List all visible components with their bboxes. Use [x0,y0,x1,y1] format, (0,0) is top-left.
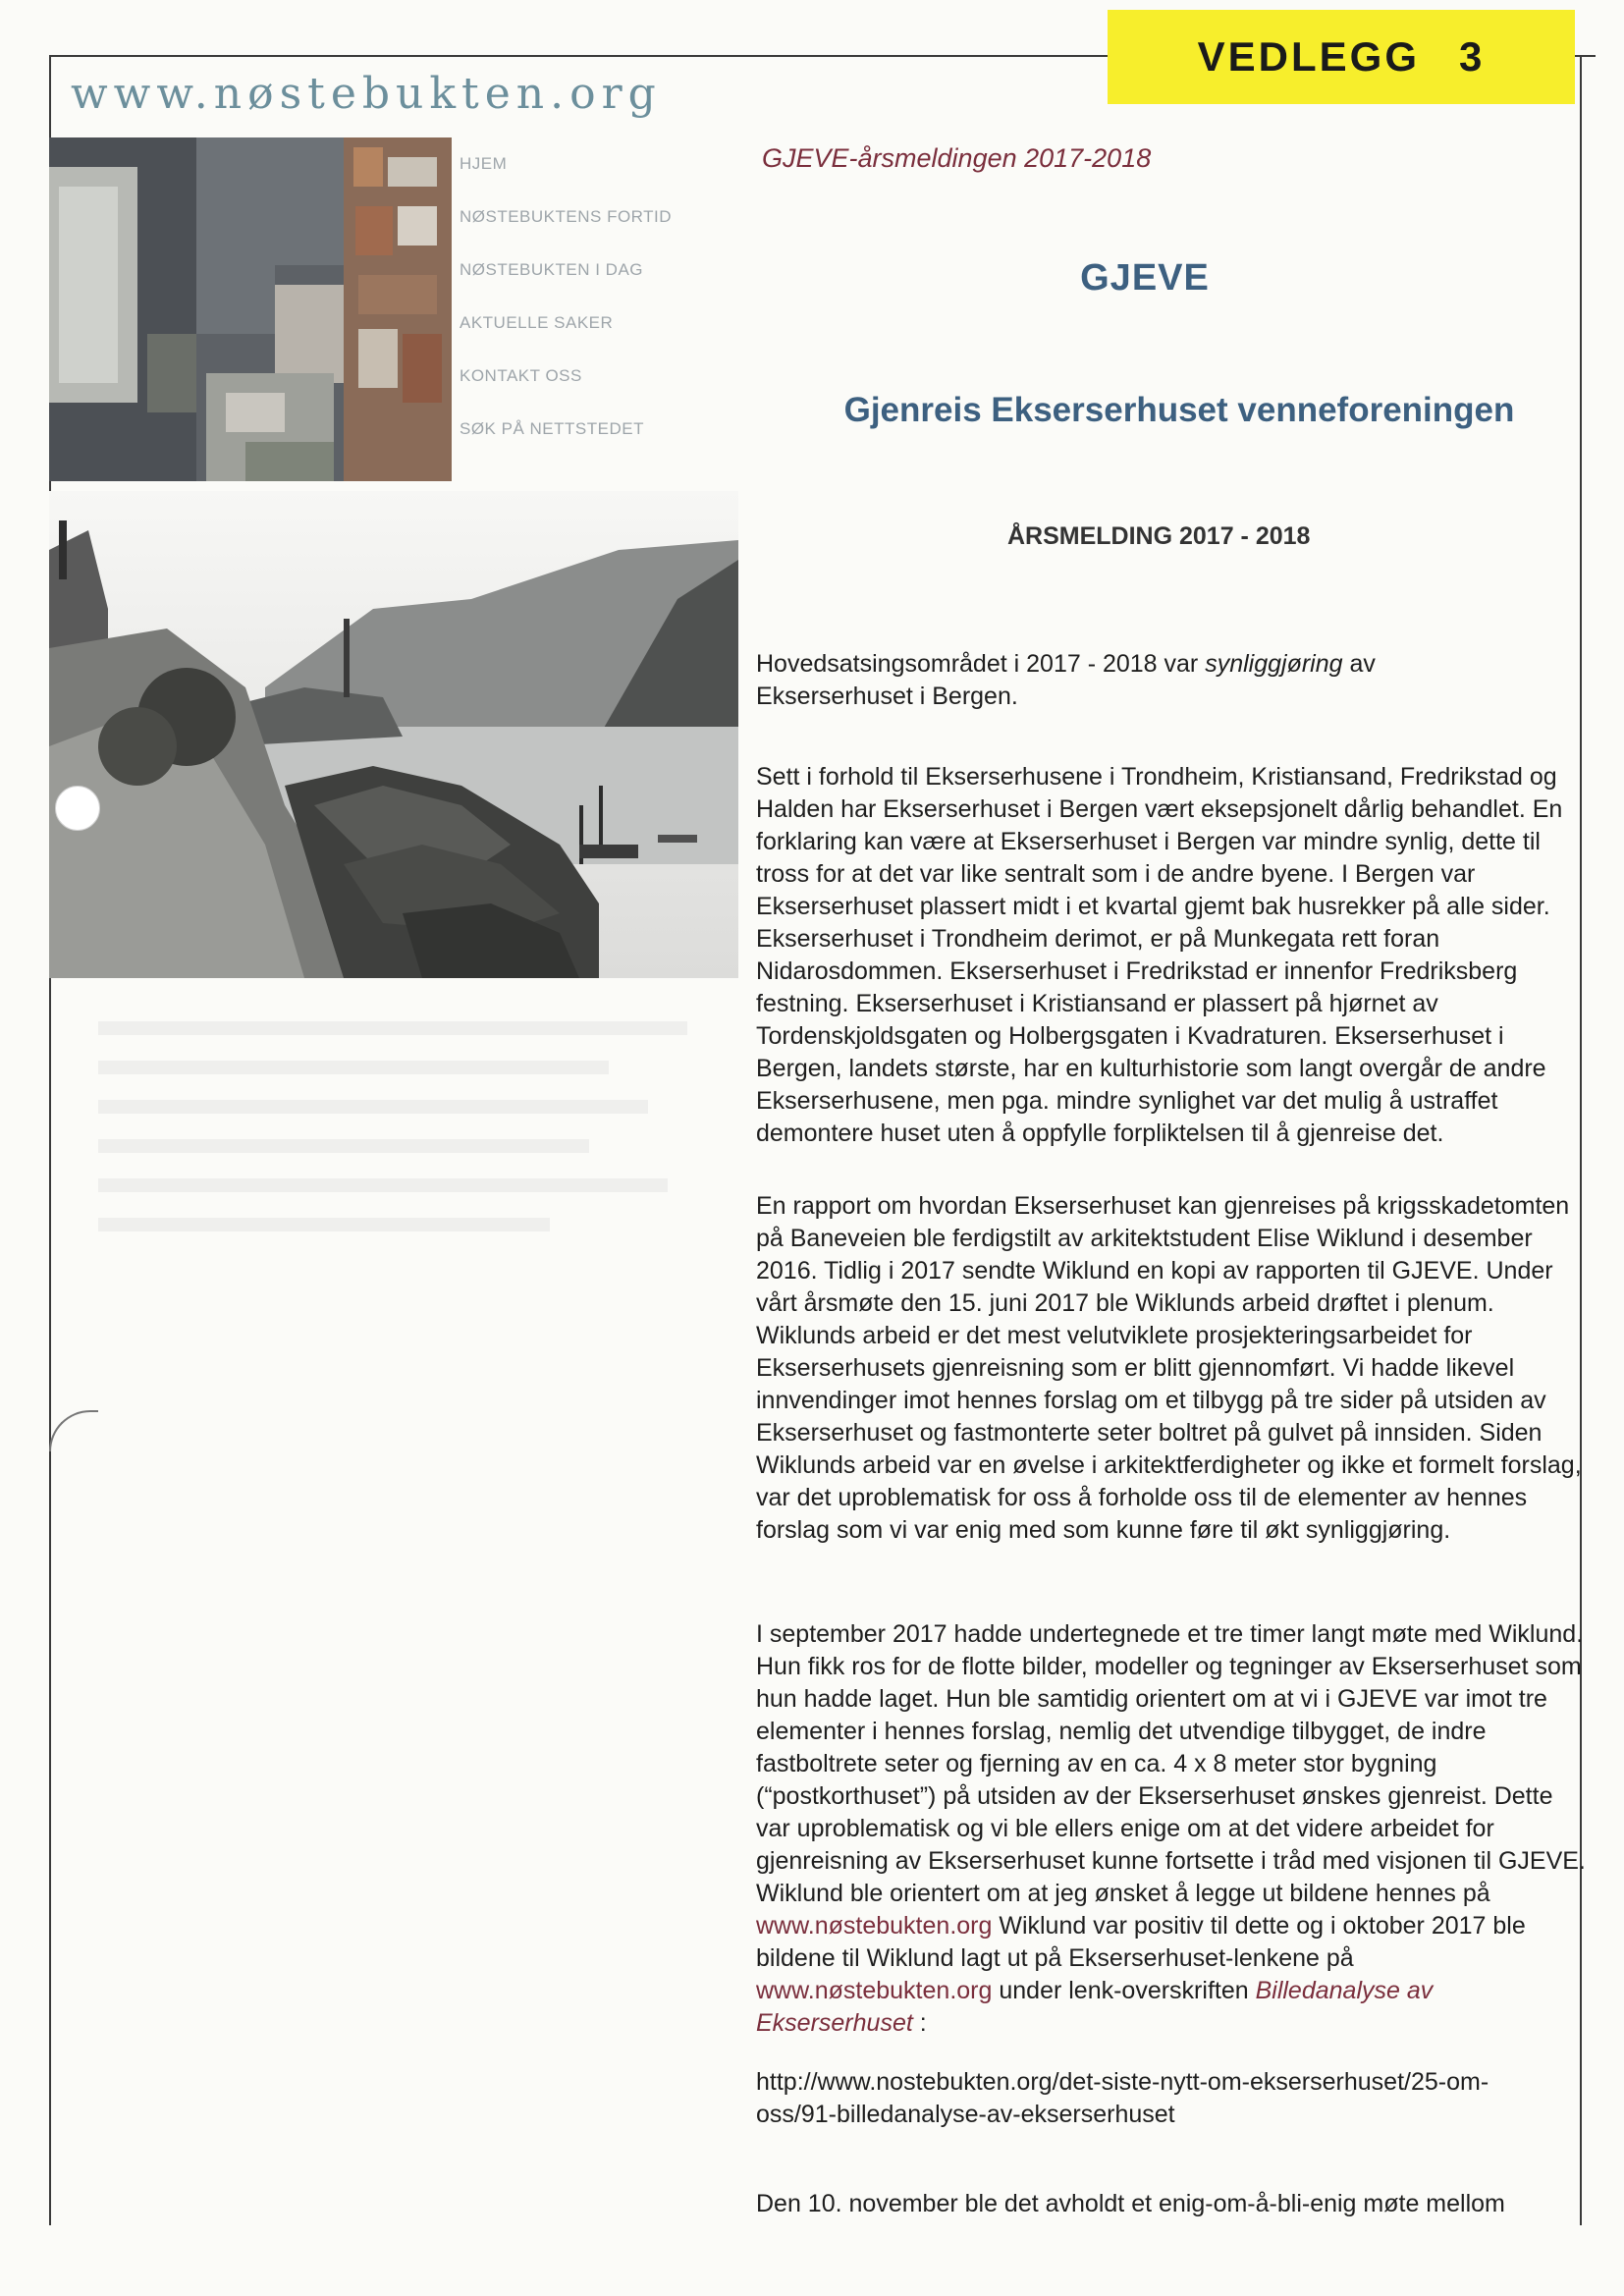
site-nav [458,137,782,456]
stamp-number: 3 [1459,33,1486,80]
paragraph-comparison [756,761,1591,1150]
nav-item-fortid[interactable]: NØSTEBUKTENS FORTID [460,207,673,226]
analysis-url[interactable]: http://www.nostebukten.org/det-siste-nytt-om-ekserserhuset/25-om-oss/91-billedanalyse-av-ekserserhuset [756,2068,1489,2128]
intro-emphasis: synliggjøring [1205,650,1343,678]
nav-item-hjem[interactable]: HJEM [460,154,508,173]
intro-text: Hovedsatsingsområdet i 2017 - 2018 var [756,650,1206,678]
nav-item-i-dag[interactable]: NØSTEBUKTEN I DAG [460,260,644,279]
bleed-through-line [98,1100,648,1114]
vedlegg-stamp [1108,10,1575,104]
link-heading-emphasis: Billedanalyse av Ekserserhuset [756,1977,1434,2037]
meeting-text-3: under lenk-overskriften [992,1977,1256,2004]
aerial-photo [49,137,452,481]
scan-arc-mark [49,1410,98,1451]
last-line [756,2188,1591,2220]
bleed-through-line [98,1021,687,1035]
nav-item-sok[interactable]: SØK PÅ NETTSTEDET [460,419,644,438]
bleed-through-line [98,1178,668,1192]
bleed-through-line [98,1061,609,1074]
paragraph-meeting [756,1618,1591,2040]
report-title: GJEVE-årsmeldingen 2017-2018 [762,143,1152,173]
meeting-text-end: : [912,2009,927,2037]
last-line-text: Den 10. november ble det avholdt et enig-om-å-bli-enig møte mellom [756,2190,1505,2217]
site-link[interactable]: www.nøstebukten.org [756,1912,993,1940]
paragraph-report [756,1190,1591,1547]
site-link[interactable]: www.nøstebukten.org [756,1977,993,2004]
stamp-word: VEDLEGG [1197,33,1420,80]
intro-text-end: av Ekserserhuset i Bergen. [756,650,1376,710]
paragraph-report-text: En rapport om hvordan Ekserserhuset kan gjenreises på krigsskadetomten på Baneveien ble ferdigstilt av arkitektstudent Elise Wiklund i desember 2016. Tidlig i 2017 sendte Wiklund en kopi av rapporten til GJEVE. Under vårt årsmøte den 15. juni 2017 ble Wiklunds arbeid drøftet i plenum. Wiklunds arbeid er det mest velutviklete prosjekteringsarbeidet for Ekserserhusets gjenreisning som er blitt gjennomført. Vi hadde likevel innvendinger imot hennes forslag om et tilbygg på tre sider på utsiden av Ekserserhuset og fastmonterte seter boltret på gulvet på innsiden. Siden Wiklunds arbeid var en øvelse i arkitektferdigheter og ikke et formelt forslag, var det uproblematisk for oss å forholde oss til de elementer av hennes forslag som vi var enig med som kunne føre til økt synliggjøring. [756,1192,1582,1544]
bleed-through-line [98,1218,550,1231]
intro-paragraph [756,648,1502,713]
site-name: www.nøstebukten.org [71,69,662,119]
bleed-through-line [98,1139,589,1153]
punch-hole [55,786,100,831]
historic-harbour-photo [49,491,738,978]
annual-report-label: ÅRSMELDING 2017 - 2018 [1007,522,1311,550]
meeting-text: I september 2017 hadde undertegnede et tre timer langt møte med Wiklund. Hun fikk ros for de flotte bilder, modeller og tegninger av Ekserserhuset som hun hadde laget. Hun ble samtidig orientert om at vi i GJEVE var imot tre elementer i hennes forslag, nemlig det utvendige tilbygget, de indre fastboltrete seter og fjerning av en ca. 4 x 8 meter stor bygning (“postkorthuset”) på utsiden av der Ekserserhuset ønskes gjenreist. Dette var uproblematisk og vi ble ellers enige om at det videre arbeidet for gjenreisning av Ekserserhuset kunne fortsette i tråd med visjonen til GJEVE. Wiklund ble orientert om at jeg ønsket å legge ut bildene hennes på [756,1620,1586,1907]
nav-item-kontakt[interactable]: KONTAKT OSS [460,366,582,385]
url-paragraph [756,2066,1561,2131]
paragraph-comparison-text: Sett i forhold til Ekserserhusene i Trondheim, Kristiansand, Fredrikstad og Halden har Ekserserhuset i Bergen vært eksepsjonelt dårlig behandlet. En forklaring kan være at Ekserserhuset i Bergen var mindre synlig, dette til tross for at det var like sentralt som i de andre byene. I Bergen var Ekserserhuset plassert midt i et kvartal gjemt bak husrekker på alle sider. Ekserserhuset i Trondheim derimot, er på Munkegata rett foran Nidarosdommen. Ekserserhuset i Fredrikstad er innenfor Fredriksberg festning. Ekserserhuset i Kristiansand er plassert på hjørnet av Tordenskjoldsgaten og Holbergsgaten i Kvadraturen. Ekserserhuset i Bergen, landets største, har en kulturhistorie som langt overgår de andre Ekserserhusene, men pga. mindre synlighet var det mulig å ustraffet demontere huset uten å oppfylle forpliktelsen til å gjenreise det. [756,763,1563,1147]
nav-item-aktuelle-saker[interactable]: AKTUELLE SAKER [460,313,614,332]
meeting-text-2: Wiklund var positiv til dette og i oktober 2017 ble bildene til Wiklund lagt ut på Ekserserhuset-lenkene på [756,1912,1526,1972]
heading-subtitle: Gjenreis Ekserserhuset venneforeningen [843,391,1515,429]
heading-gjeve: GJEVE [1080,257,1210,299]
